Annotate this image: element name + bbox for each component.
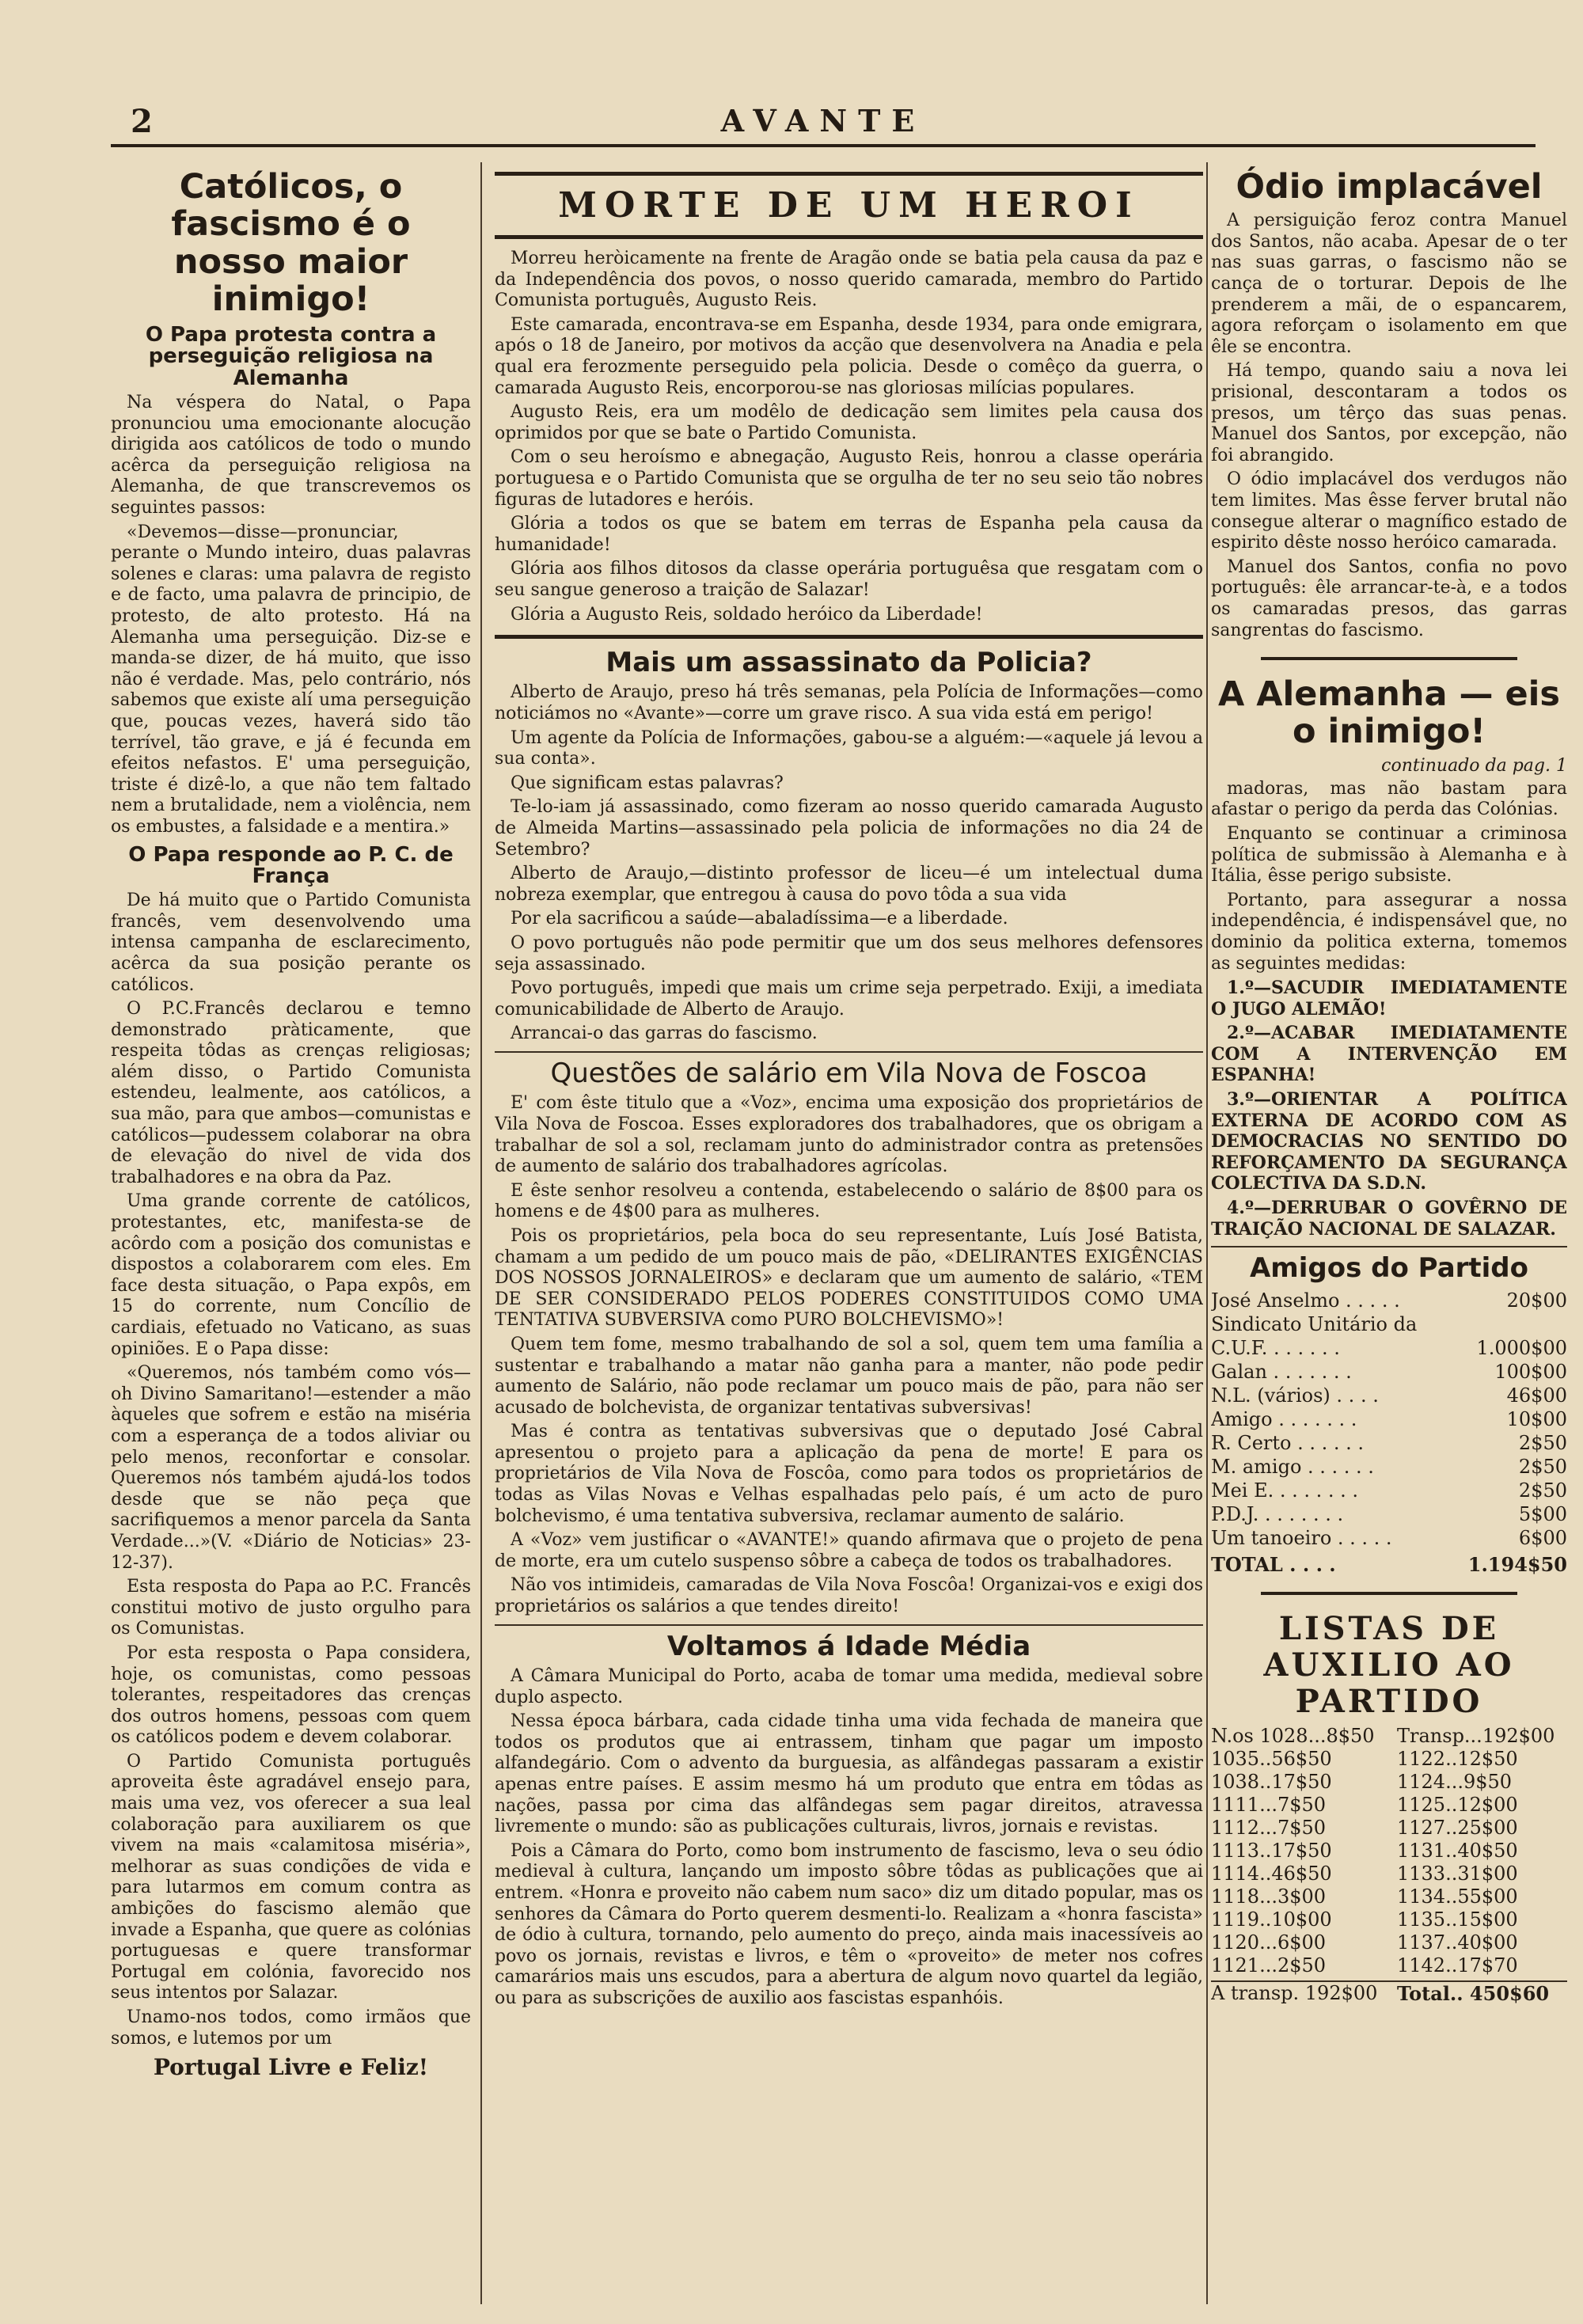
donation-amount: 2$50 bbox=[1518, 1455, 1567, 1478]
article-body-morte-heroi bbox=[495, 249, 1203, 625]
paragraph: E êste senhor resolveu a contenda, estabelecendo o salário de 8$00 para os homens e de 4$00 para as mulheres. bbox=[495, 1180, 1203, 1222]
donation-amount: 1.000$00 bbox=[1476, 1336, 1567, 1359]
paragraph: Mas é contra as tentativas subversivas que o deputado José Cabral apresentou o projeto para a aplicação da pena de morte! E para os proprietários de Vila Nova de Foscôa, como para todos os proprietários de todas as Vilas Novas e Velhas espalhadas pelo país, é um acto de puro bolchevismo, é uma tentativa subversiva, reclamar aumento de salário. bbox=[495, 1422, 1203, 1526]
column-right bbox=[1211, 162, 1567, 2308]
paragraph: Glória aos filhos ditosos da classe operária portuguêsa que resgatam com o seu sangue generoso a traição de Salazar! bbox=[495, 559, 1203, 600]
column-catolicos bbox=[111, 162, 471, 2308]
paragraph: 2.º—ACABAR IMEDIATAMENTE COM A INTERVENÇÃO EM ESPANHA! bbox=[1211, 1023, 1567, 1086]
column-divider-2 bbox=[1206, 162, 1208, 2304]
paragraph: A «Voz» vem justificar o «AVANTE!» quando afirmava que o projeto de pena de morte, era um cutelo suspenso sôbre a cabeça de todos os trabalhadores. bbox=[495, 1530, 1203, 1571]
donation-row bbox=[1211, 1502, 1567, 1526]
paragraph: Um agente da Polícia de Informações, gabou-se a alguém:—«aquele já levou a sua conta». bbox=[495, 727, 1203, 769]
lista-entry: 1134..55$00 bbox=[1397, 1885, 1518, 1908]
donation-row bbox=[1211, 1384, 1567, 1407]
paragraph: Arrancai-o das garras do fascismo. bbox=[511, 1023, 818, 1044]
headline-morte-heroi: MORTE DE UM HEROI bbox=[558, 185, 1140, 226]
lista-entry: 1112...7$50 bbox=[1211, 1816, 1327, 1839]
article-body-idade-media bbox=[495, 1666, 1203, 2010]
paragraph: Nessa época bárbara, cada cidade tinha uma vida fechada de maneira que todos os produtos que ai entrassem, tinham que pagar um imposto alfandegário. Com o advento da burguesia, as alfândegas passaram a existir apenas entre países. E assim mesmo há um produto que entra em tôdas as nações, passa por cima das alfândegas sem pagar direitos, atravessa livremente o mundo: são as publicações culturais, livros, jornais e revistas. bbox=[495, 1711, 1203, 1837]
paragraph: 1.º—SACUDIR IMEDIATAMENTE O JUGO ALEMÃO! bbox=[1211, 978, 1567, 1020]
paragraph: Pois os proprietários, pela boca do seu representante, Luís José Batista, chamam a um pedido de um pouco mais de pão, «DELIRANTES EXIGÊNCIAS DOS NOSSOS JORNALEIROS» e declaram que um aumento de salário, «TEM DE SER CONSIDERADO PELOS PODERES CONSTITUIDOS COMO UMA TENTATIVA SUBVERSIVA como PURO BOLCHEVISMO»! bbox=[495, 1225, 1203, 1331]
rule bbox=[495, 1051, 1203, 1053]
lista-entry: 1119..10$00 bbox=[1211, 1908, 1332, 1931]
paragraph: Enquanto se continuar a criminosa política de submissão à Alemanha e à Itália, êsse perigo subsiste. bbox=[1211, 823, 1567, 887]
paragraph: Que significam estas palavras? bbox=[511, 773, 784, 793]
article-body-odio bbox=[1211, 211, 1567, 641]
donation-row bbox=[1211, 1312, 1567, 1336]
paragraph: Povo português, impedi que mais um crime seja perpetrado. Exiji, a imediata comunicabilidade de Alberto de Araujo. bbox=[495, 978, 1203, 1020]
lista-entry: 1118...3$00 bbox=[1211, 1885, 1327, 1908]
headline-odio: Ódio implacável bbox=[1236, 167, 1543, 207]
lista-entry: 1035..56$50 bbox=[1211, 1747, 1332, 1770]
paragraph: 3.º—ORIENTAR A POLÍTICA EXTERNA DE ACORDO COM AS DEMOCRACIAS NO SENTIDO DO REFORÇAMENTO DA SEGURANÇA COLECTIVA DA S.D.N. bbox=[1211, 1089, 1567, 1194]
donor-name: P.D.J. . . . . . . . bbox=[1211, 1502, 1344, 1525]
rule bbox=[495, 1624, 1203, 1626]
paragraph: Por ela sacrificou a saúde—abaladíssima—e a liberdade. bbox=[511, 909, 1008, 929]
paragraph: Alberto de Araujo,—distinto professor de liceu—é um intelectual duma nobreza exemplar, que entregou à causa do povo tôda a sua vida bbox=[495, 864, 1203, 905]
paragraph: Pois a Câmara do Porto, como bom instrumento de fascismo, leva o seu ódio medieval à cultura, lançando um imposto sôbre tôdas as publicações que ai entrem. «Honra e proveito não cabem num saco» diz um ditado popular, mas os senhores da Câmara do Porto querem desmenti-lo. Realizam a «honra fascista» de ódio à cultura, tornando, pelo aumento do preço, ainda mais inacessíveis ao povo os jornais, revistas e livros, e têm o «proveito» de meter nos cofres camarários mais uns escudos, para a abertura de algum novo quartel da legião, ou para as subscrições de auxilio aos fascistas espanhóis. bbox=[495, 1840, 1203, 2008]
headline-alemanha: A Alemanha — eis o inimigo! bbox=[1218, 674, 1560, 752]
paragraph: Glória a todos os que se batem em terras de Espanha pela causa da humanidade! bbox=[495, 514, 1203, 555]
donor-name: José Anselmo . . . . . bbox=[1211, 1289, 1400, 1312]
rule bbox=[1211, 1246, 1567, 1247]
donation-list bbox=[1211, 1289, 1567, 1550]
paragraph: Te-lo-iam já assassinado, como fizeram ao nosso querido camarada Augusto de Almeida Martins—assassinado pela policia de informações no dia 24 de Setembro? bbox=[495, 797, 1203, 860]
headline-salario: Questões de salário em Vila Nova de Foscoa bbox=[550, 1057, 1148, 1089]
donation-amount: 100$00 bbox=[1494, 1360, 1567, 1383]
rule bbox=[495, 235, 1203, 239]
paragraph: De há muito que o Partido Comunista francês, vem desenvolvendo uma intensa campanha de esclarecimento, acêrca da sua posição perante os católicos. bbox=[111, 890, 471, 995]
donation-row bbox=[1211, 1526, 1567, 1550]
rule bbox=[495, 172, 1203, 176]
paragraph: Uma grande corrente de católicos, protestantes, etc, manifesta-se de acôrdo com a posição dos comunistas e dispostos a colaborarem com eles. Em face desta situação, o Papa expôs, em 15 do corrente, num Concílio de cardiais, efetuado no Vaticano, as suas opiniões. E o Papa disse: bbox=[111, 1191, 471, 1359]
article-body-salario bbox=[495, 1093, 1203, 1617]
masthead-rule bbox=[111, 144, 1536, 147]
donor-name: Sindicato Unitário da bbox=[1211, 1312, 1418, 1335]
donor-name: Amigo . . . . . . . bbox=[1211, 1407, 1357, 1430]
donation-row bbox=[1211, 1407, 1567, 1431]
closing-slogan: Portugal Livre e Feliz! bbox=[153, 2054, 429, 2081]
rule bbox=[495, 635, 1203, 639]
lista-entry: 1120...6$00 bbox=[1211, 1931, 1327, 1954]
donation-row bbox=[1211, 1431, 1567, 1455]
lista-entry: 1125..12$00 bbox=[1397, 1793, 1518, 1816]
lista-entry: 1121...2$50 bbox=[1211, 1954, 1327, 1977]
donor-name: Mei E. . . . . . . . bbox=[1211, 1479, 1359, 1502]
lista-entry: 1127..25$00 bbox=[1397, 1816, 1518, 1839]
article-body-papa-responde bbox=[111, 890, 471, 2049]
donation-amount: 2$50 bbox=[1518, 1479, 1567, 1502]
paragraph: Manuel dos Santos, confia no povo português: êle arrancar-te-à, e a todos os camaradas presos, das garras sangrentas do fascismo. bbox=[1211, 556, 1567, 640]
paragraph: Esta resposta do Papa ao P.C. Francês constitui motivo de justo orgulho para os Comunistas. bbox=[111, 1577, 471, 1639]
lista-entry: 1135..15$00 bbox=[1397, 1908, 1518, 1931]
article-body-alemanha bbox=[1211, 779, 1567, 974]
paragraph: Alberto de Araujo, preso há três semanas, pela Polícia de Informações—como noticiámos no «Avante»—corre um grave risco. A sua vida está em perigo! bbox=[495, 682, 1203, 724]
lista-entry: 1124...9$50 bbox=[1397, 1770, 1513, 1793]
donor-name: R. Certo . . . . . . bbox=[1211, 1431, 1365, 1454]
donation-amount: 6$00 bbox=[1518, 1526, 1567, 1549]
article-body-assassinato bbox=[495, 682, 1203, 1045]
donation-row bbox=[1211, 1479, 1567, 1502]
paragraph: Com o seu heroísmo e abnegação, Augusto Reis, honrou a classe operária portuguesa e o Partido Comunista que se orgulha de ter no seu seio tão nobres figuras de lutadores e heróis. bbox=[495, 447, 1203, 510]
lista-entry: 1122..12$50 bbox=[1397, 1747, 1518, 1770]
total-label: TOTAL . . . . bbox=[1211, 1552, 1336, 1576]
donation-amount: 2$50 bbox=[1518, 1431, 1567, 1454]
headline-catolicos: Católicos, o fascismo é o nosso maior inimigo! bbox=[171, 167, 411, 319]
total-value: 1.194$50 bbox=[1467, 1552, 1567, 1576]
donor-name: Um tanoeiro . . . . . bbox=[1211, 1526, 1392, 1549]
headline-amigos: Amigos do Partido bbox=[1249, 1252, 1529, 1285]
paragraph: O Partido Comunista português aproveita êste agradável ensejo para, mais uma vez, vos oferecer a sua leal colaboração para auxiliarem os que vivem na mais «calamitosa miséria», melhorar as suas condições de vida e para lutarmos em comum contra as ambições do fascismo alemão que invade a Espanha, que quere as colónias portuguesas e quere transformar Portugal em colónia, favorecido nos seus intentos por Salazar. bbox=[111, 1751, 471, 2003]
listas-footer bbox=[1211, 1980, 1567, 2005]
donor-name: C.U.F. . . . . . . bbox=[1211, 1336, 1340, 1359]
paragraph: A Câmara Municipal do Porto, acaba de tomar uma medida, medieval sobre duplo aspecto. bbox=[495, 1666, 1203, 1707]
continued-note: continuado da pag. 1 bbox=[1381, 755, 1567, 776]
headline-listas: LISTAS DE AUXILIO AO PARTIDO bbox=[1263, 1609, 1515, 1720]
paragraph: Glória a Augusto Reis, soldado heróico da Liberdade! bbox=[511, 604, 983, 625]
paragraph: Morreu heròicamente na frente de Aragão onde se batia pela causa da paz e da Independência dos povos, o nosso querido camarada, membro do Partido Comunista português, Augusto Reis. bbox=[495, 249, 1203, 311]
donation-row bbox=[1211, 1455, 1567, 1479]
paragraph: O ódio implacável dos verdugos não tem limites. Mas êsse ferver brutal não consegue alterar o magnífico estado de espirito dêste nosso heróico camarada. bbox=[1211, 469, 1567, 553]
donor-name: M. amigo . . . . . . bbox=[1211, 1455, 1374, 1478]
listas-footer-left: A transp. 192$00 bbox=[1211, 1981, 1378, 2004]
paragraph: Por esta resposta o Papa considera, hoje, os comunistas, como pessoas tolerantes, respeitadores das crenças dos outros homens, pessoas com quem os católicos podem e devem colaborar. bbox=[111, 1642, 471, 1748]
paragraph: «Devemos—disse—pronunciar, perante o Mundo inteiro, duas palavras solenes e claras: uma palavra de registo e de facto, uma palavra de principio, de protesto, de alto protesto. Há na Alemanha uma perseguição. Diz-se e manda-se dizer, de há muito, que isso não é verdade. Mas, pelo contrário, nós sabemos que existe alí uma perseguição que, poucas vezes, haverá sido tão terrível, tão grave, e já é fecunda em efeitos nefastos. E' uma perseguição, triste é dizê-lo, a que não tem faltado nem a brutalidade, nem a violência, nem os embustes, a falsidade e a mentira.» bbox=[111, 522, 471, 837]
listas-header-left: N.os 1028...8$50 bbox=[1211, 1724, 1375, 1747]
paragraph: madoras, mas não bastam para afastar o perigo da perda das Colónias. bbox=[1211, 778, 1567, 820]
paragraph: O P.C.Francês declarou e temno demonstrado pràticamente, que respeita tôdas as crenças religiosas; além disso, o Partido Comunista estendeu, lealmente, aos católicos, a sua mão, para que ambos—comunistas e católicos—pudessem colaborar na obra de elevação do nivel de vida dos trabalhadores e na obra da Paz. bbox=[111, 999, 471, 1187]
donation-amount: 46$00 bbox=[1506, 1384, 1567, 1407]
listas-table bbox=[1211, 1725, 1567, 1748]
paragraph: Há tempo, quando saiu a nova lei prisional, descontaram a todos os presos, um têrço das suas penas. Manuel dos Santos, por excepção, não foi abrangido. bbox=[1211, 361, 1567, 465]
column-center bbox=[495, 162, 1203, 2308]
paragraph: Na véspera do Natal, o Papa pronunciou uma emocionante alocução dirigida aos católicos de todo o mundo acêrca da perseguição religiosa na Alemanha, de que transcrevemos os seguintes passos: bbox=[111, 393, 471, 518]
lista-entry: 1113..17$50 bbox=[1211, 1839, 1332, 1862]
masthead bbox=[111, 95, 1536, 150]
lista-entry: 1131..40$50 bbox=[1397, 1839, 1518, 1862]
page-number: 2 bbox=[131, 103, 153, 140]
paragraph: O povo português não pode permitir que um dos seus melhores defensores seja assassinado. bbox=[495, 933, 1203, 974]
donation-row bbox=[1211, 1336, 1567, 1360]
measures-list bbox=[1211, 978, 1567, 1240]
column-divider-1 bbox=[480, 162, 482, 2304]
article-body-papa-protesta bbox=[111, 393, 471, 837]
lista-entry: 1142..17$70 bbox=[1397, 1954, 1518, 1977]
lista-entry: 1133..31$00 bbox=[1397, 1862, 1518, 1885]
paragraph: Portanto, para assegurar a nossa independência, é indispensável que, no dominio da politica externa, tomemos as seguintes medidas: bbox=[1211, 890, 1567, 974]
donation-amount: 5$00 bbox=[1518, 1502, 1567, 1525]
lista-entry: 1114..46$50 bbox=[1211, 1862, 1332, 1885]
lista-entry: 1111...7$50 bbox=[1211, 1793, 1327, 1816]
donation-amount: 10$00 bbox=[1506, 1407, 1567, 1430]
paragraph: Augusto Reis, era um modêlo de dedicação sem limites pela causa dos oprimidos por que se bate o Partido Comunista. bbox=[495, 402, 1203, 443]
donation-total bbox=[1211, 1553, 1567, 1576]
paragraph: E' com êste titulo que a «Voz», encima uma exposição dos proprietários de Vila Nova de Foscoa. Esses exploradores dos trabalhadores, que os obrigam a trabalhar de sol a sol, reclamam junto do administrador contra as pretensões de aumento de salário dos trabalhadores agrícolas. bbox=[495, 1093, 1203, 1177]
rule bbox=[1261, 1592, 1517, 1595]
donor-name: Galan . . . . . . . bbox=[1211, 1360, 1352, 1383]
paragraph: 4.º—DERRUBAR O GOVÊRNO DE TRAIÇÃO NACIONAL DE SALAZAR. bbox=[1211, 1198, 1567, 1240]
subhead-papa-protesta: O Papa protesta contra a perseguição religiosa na Alemanha bbox=[145, 323, 437, 390]
listas-footer-right: Total.. 450$60 bbox=[1397, 1981, 1550, 2005]
paragraph: «Queremos, nós também como vós—oh Divino Samaritano!—estender a mão àqueles que sofrem e estão na miséria com a esperança de a todos aliviar ou pelo menos, reconfortar e consolar. Queremos nós também ajudá-los todos desde que se não peça que sacrifiquemos a menor parcela da Santa Verdade...»(V. «Diário de Noticias» 23-12-37). bbox=[111, 1363, 471, 1573]
listas-header-right: Transp...192$00 bbox=[1397, 1724, 1555, 1747]
lista-entry: 1137..40$00 bbox=[1397, 1931, 1518, 1954]
lista-entry: 1038..17$50 bbox=[1211, 1770, 1332, 1793]
paragraph: Este camarada, encontrava-se em Espanha, desde 1934, para onde emigrara, após o 18 de Janeiro, por motivos da acção que desenvolvera na Anadia e pela qual era ferozmente perseguido pela policia. Desde o comêço da guerra, o camarada Augusto Reis, encorporou-se nas gloriosas milícias populares. bbox=[495, 314, 1203, 398]
paragraph: Não vos intimideis, camaradas de Vila Nova Foscôa! Organizai-vos e exigi dos proprietários os salários a que tendes direito! bbox=[495, 1575, 1203, 1617]
donation-row bbox=[1211, 1289, 1567, 1312]
headline-assassinato: Mais um assassinato da Policia? bbox=[605, 647, 1092, 679]
donor-name: N.L. (vários) . . . . bbox=[1211, 1384, 1379, 1407]
subhead-papa-responde: O Papa responde ao P. C. de França bbox=[128, 842, 454, 888]
paragraph: Unamo-nos todos, como irmãos que somos, e lutemos por um bbox=[111, 2007, 471, 2049]
listas-entries bbox=[1211, 1748, 1567, 1977]
paragraph: Quem tem fome, mesmo trabalhando de sol a sol, quem tem uma família a sustentar e trabalhando a matar não ganha para a manter, não pode pedir aumento de Salário, não pode reclamar um pouco mais de pão, para não ser acusado de bolchevista, de organizar tentativas subversivas! bbox=[495, 1334, 1203, 1418]
paragraph: A persiguição feroz contra Manuel dos Santos, não acaba. Apesar de o ter nas suas garras, o fascismo não se cança de o torturar. Depois de lhe prenderem a mãi, de o espancarem, agora reforçam o isolamento em que êle se encontra. bbox=[1211, 211, 1567, 357]
donation-row bbox=[1211, 1360, 1567, 1384]
masthead-title: AVANTE bbox=[720, 103, 926, 139]
rule bbox=[1261, 657, 1517, 660]
donation-amount: 20$00 bbox=[1506, 1289, 1567, 1312]
headline-idade-media: Voltamos á Idade Média bbox=[666, 1630, 1031, 1662]
